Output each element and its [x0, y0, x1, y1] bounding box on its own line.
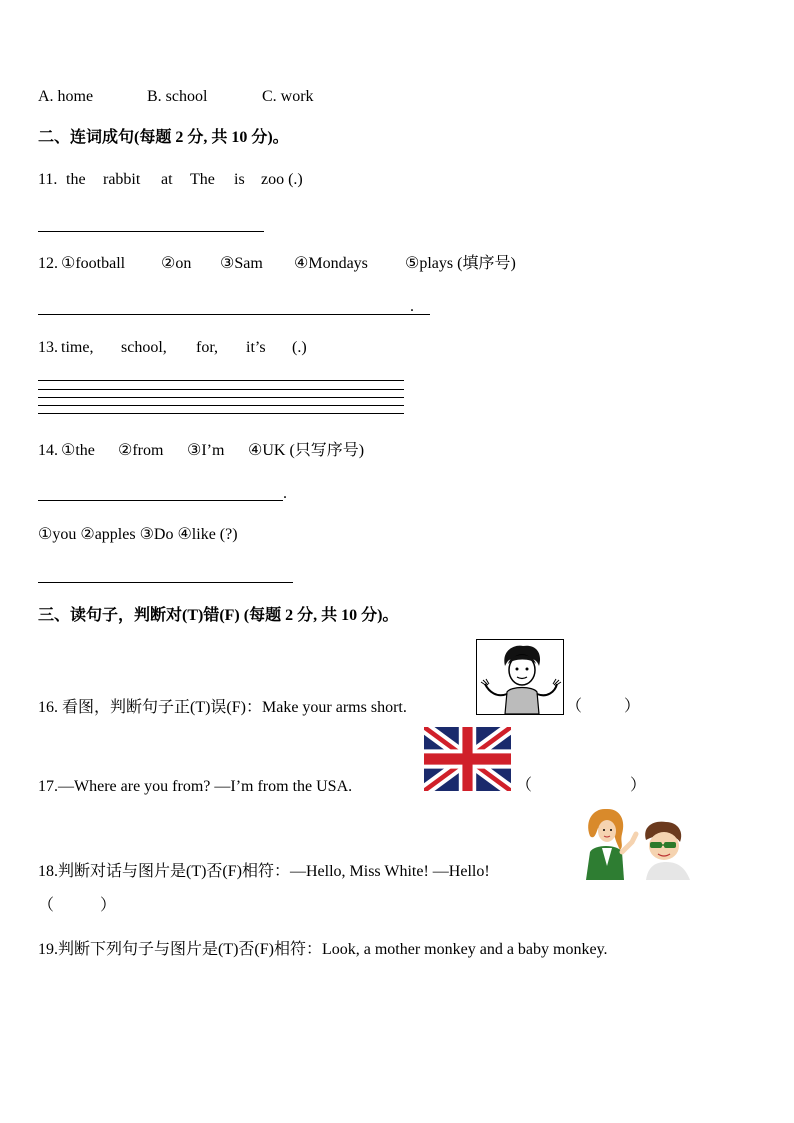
q16-paren-close: ） [624, 698, 641, 715]
q11-word: the [66, 171, 86, 188]
q14-number: 14. [38, 442, 58, 459]
q11-word: The [190, 171, 215, 188]
q13-word: time, [61, 339, 94, 356]
q12-word: ③Sam [220, 255, 263, 272]
q11-answer-line[interactable] [38, 231, 264, 232]
q14-word: ②from [118, 442, 164, 459]
q18-question: 18.判断对话与图片是(T)否(F)相符：—Hello, Miss White! —Hello! [38, 863, 490, 880]
q15-question: ①you ②apples ③Do ④like (?) [38, 526, 238, 543]
option-b: B. school [147, 88, 208, 105]
q11-word: rabbit [103, 171, 141, 188]
q14-answer-line[interactable] [38, 500, 283, 501]
q13-answer-line[interactable] [38, 405, 404, 406]
q13-word: for, [196, 339, 219, 356]
q17-paren-open: （ [516, 777, 533, 794]
q18-paren-close: ） [100, 897, 117, 914]
q14-period: . [283, 485, 287, 502]
q11-word: zoo (.) [261, 171, 303, 188]
q16-paren-open: （ [566, 698, 583, 715]
q13-word: (.) [292, 339, 307, 356]
q17-question: 17.—Where are you from? —I’m from the USA. [38, 778, 353, 795]
q12-word: ④Mondays [294, 255, 368, 272]
q11-number: 11. [38, 171, 58, 188]
q13-word: school, [121, 339, 167, 356]
q15-answer-line[interactable] [38, 582, 293, 583]
q11-word: at [161, 171, 173, 188]
q18-paren-open: （ [38, 897, 55, 914]
q14-word: ①the [61, 442, 95, 459]
q13-answer-line[interactable] [38, 389, 404, 390]
q12-number: 12. [38, 255, 58, 272]
q11-word: is [234, 171, 245, 188]
shrugging-person-image [476, 639, 564, 715]
q12-word: ②on [161, 255, 192, 272]
q12-period: . [410, 298, 414, 315]
q13-answer-line[interactable] [38, 380, 404, 381]
q14-word: ③I’m [187, 442, 225, 459]
q12-word: ①football [61, 255, 126, 272]
q13-answer-line[interactable] [38, 397, 404, 398]
q17-paren-close: ） [630, 777, 647, 794]
option-a: A. home [38, 88, 94, 105]
greeting-people-image [580, 806, 698, 880]
option-c: C. work [262, 88, 314, 105]
q12-answer-line[interactable] [38, 314, 430, 315]
uk-flag-image [424, 727, 511, 791]
q16-question: 16. 看图，判断句子正(T)误(F)：Make your arms short. [38, 699, 407, 716]
q13-number: 13. [38, 339, 58, 356]
section-2-heading: 二、连词成句(每题 2 分, 共 10 分)。 [38, 129, 289, 146]
q12-word: ⑤plays (填序号) [405, 255, 516, 272]
q13-answer-line[interactable] [38, 413, 404, 414]
q19-question: 19.判断下列句子与图片是(T)否(F)相符：Look, a mother monkey and a baby monkey. [38, 941, 608, 958]
q13-word: it’s [246, 339, 266, 356]
q14-word: ④UK (只写序号) [248, 442, 365, 459]
section-3-heading: 三、读句子，判断对(T)错(F) (每题 2 分, 共 10 分)。 [38, 607, 399, 624]
